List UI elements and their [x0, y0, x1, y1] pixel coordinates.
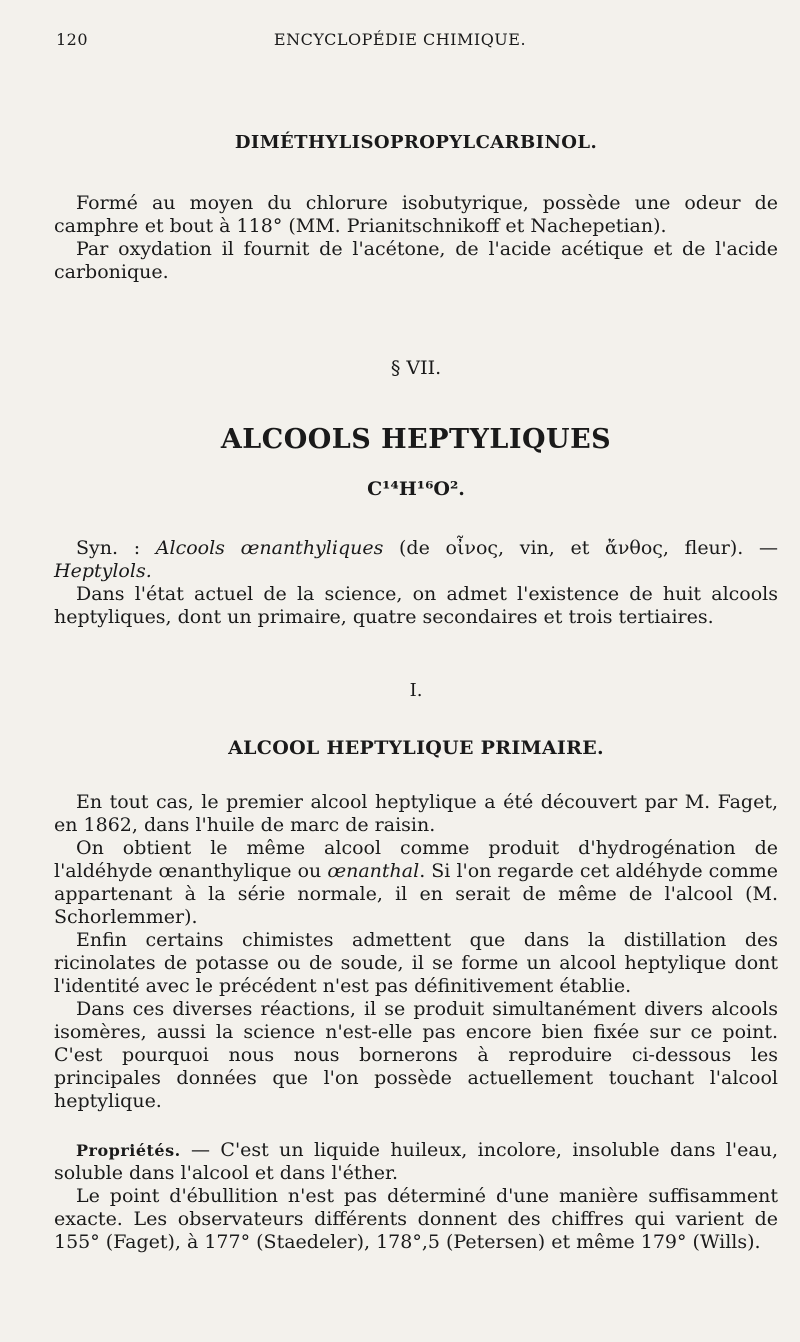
syn-italic-alt: Heptylols.: [54, 560, 152, 582]
syn-middle: (de οἶνος, vin, et ἄνθος, fleur). —: [383, 537, 779, 559]
chemical-formula: C¹⁴H¹⁶O².: [367, 478, 465, 500]
syn-italic-name: Alcools œnanthyliques: [155, 537, 384, 559]
synonyms-line: [54, 537, 778, 583]
roman-numeral: I.: [409, 680, 423, 701]
paragraph: [54, 837, 778, 929]
properties-lead: Propriétés.: [76, 1141, 181, 1160]
paragraph: [54, 1139, 778, 1185]
chapter-heading: ALCOOLS HEPTYLIQUES: [220, 424, 612, 455]
running-title: ENCYCLOPÉDIE CHIMIQUE.: [273, 30, 527, 49]
paragraph: Dans l'état actuel de la science, on admet l'existence de huit alcools heptyliques, dont un primaire, quatre secondaires et trois tertiaires.: [54, 583, 778, 628]
paragraph: Formé au moyen du chlorure isobutyrique, possède une odeur de camphre et bout à 118° (MM. Prianitschnikoff et Nachepetian).: [54, 192, 778, 237]
syn-prefix: Syn. :: [76, 537, 156, 559]
paragraph: Dans ces diverses réactions, il se produit simultanément divers alcools isomères, aussi la science n'est-elle pas encore bien fixée sur ce point. C'est pourquoi nous nous bornerons à reproduire ci-dessous les principales données que l'on possède actuellement touchant l'alcool heptylique.: [54, 998, 778, 1112]
paragraph-text: . Si l'on regarde cet aldéhyde comme appartenant à la série normale, il en serait de même de l'alcool (M. Schorlemmer).: [54, 860, 779, 928]
section1-body: [54, 192, 778, 284]
paragraph: Par oxydation il fournit de l'acétone, de l'acide acétique et de l'acide carbonique.: [54, 238, 778, 283]
subsection-heading: ALCOOL HEPTYLIQUE PRIMAIRE.: [228, 737, 604, 759]
paragraph: Le point d'ébullition n'est pas déterminé d'une manière suffisamment exacte. Les observateurs différents donnent des chiffres qui varient de 155° (Faget), à 177° (Staedeler), 178°,5 (Petersen) et même 179° (Wills).: [54, 1185, 778, 1253]
paragraph-text: On obtient le même alcool comme produit d'hydrogénation de l'aldéhyde œnanthylique ou: [54, 837, 778, 882]
paragraph-text: — C'est un liquide huileux, incolore, insoluble dans l'eau, soluble dans l'alcool et dans l'éther.: [54, 1139, 778, 1184]
page-number: 120: [56, 30, 89, 49]
paragraph: En tout cas, le premier alcool heptylique a été découvert par M. Faget, en 1862, dans l'huile de marc de raisin.: [54, 791, 778, 836]
italic-term: œnanthal: [327, 860, 420, 882]
section3-body: [54, 791, 778, 1113]
section2-body: [54, 537, 778, 629]
paragraph-mark: § VII.: [390, 357, 442, 379]
section3-properties: [54, 1139, 778, 1254]
paragraph: Enfin certains chimistes admettent que dans la distillation des ricinolates de potasse ou de soude, il se forme un alcool heptylique dont l'identité avec le précédent n'est pas définitivement établie.: [54, 929, 778, 997]
section-heading-dimethylisopropylcarbinol: DIMÉTHYLISOPROPYLCARBINOL.: [234, 132, 598, 153]
